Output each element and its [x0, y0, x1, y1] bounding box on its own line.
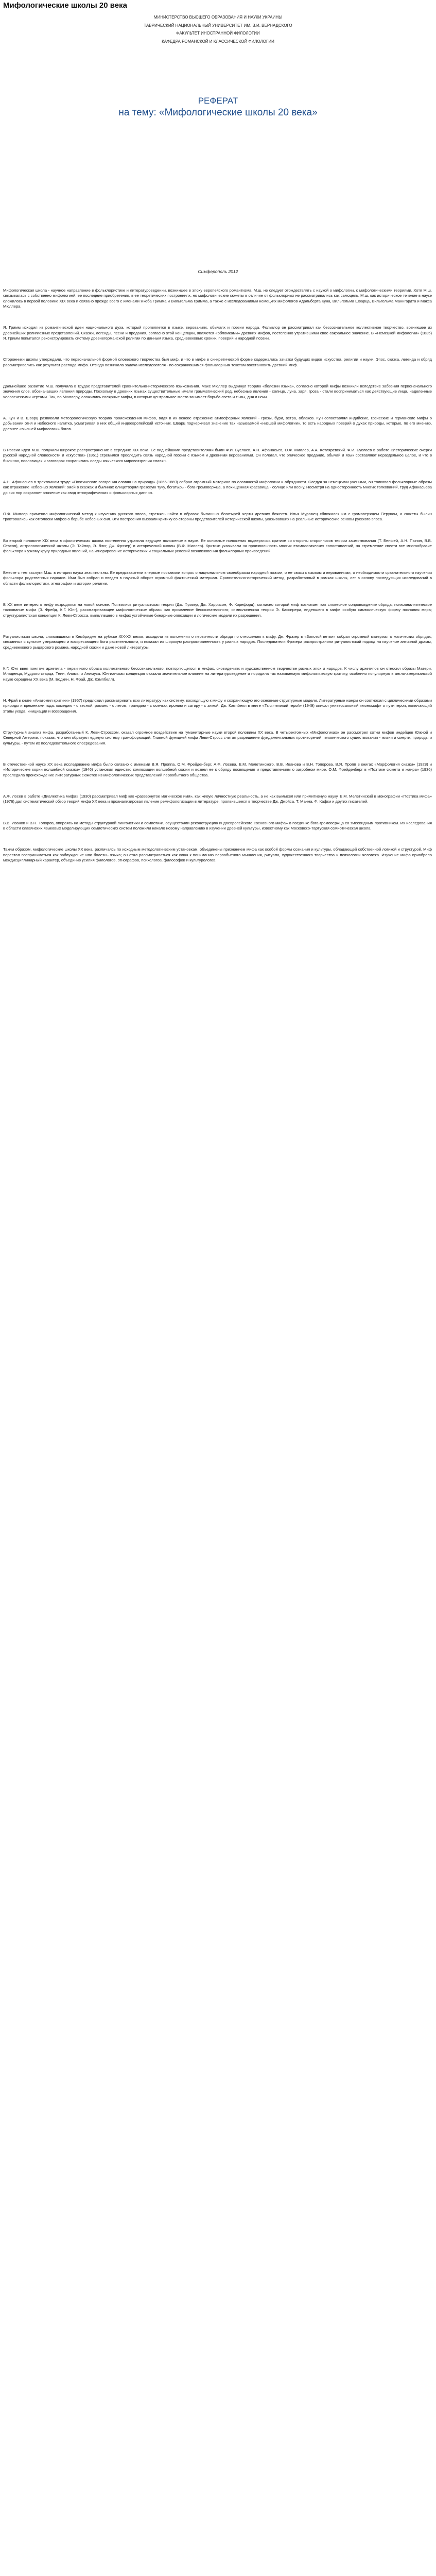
body-paragraph: Дальнейшее развитие М.ш. получила в трудах представителей сравнительно-исторического языкознания. Макс Мюллер выдвинул теорию «болезни языка», согласно которой мифы возникли вследствие забвения первоначального значения слов, обозначавших явления природы. Поскольку в древних языках существительные имели грамматический род, небесные явления - солнце, луна, заря, гроза - стали восприниматься как действующие лица, наделенные человеческими чертами. Так, по Мюллеру, сложились солярные мифы, в которых центральное место занимает борьба света и тьмы, дня и ночи.: [3, 383, 433, 399]
document-type: РЕФЕРАТ: [198, 96, 238, 106]
body-paragraph: Таким образом, мифологические школы XX века, различаясь по исходным методологическим установкам, объединены признанием мифа как особой формы сознания и культуры, обладающей собственной логикой и структурой. Миф перестал восприниматься как заблуждение или болезнь языка; он стал рассматриваться как ключ к пониманию первобытного мышления, ритуала, художественного творчества и психологии человека. Изучение мифа приобрело междисциплинарный характер, объединив усилия филологов, этнографов, психологов, философов и культурологов.: [3, 847, 433, 862]
institution-line: КАФЕДРА РОМАНСКОЙ И КЛАССИЧЕСКОЙ ФИЛОЛОГИИ: [162, 39, 274, 44]
document-title: на тему: «Мифологические школы 20 века»: [118, 107, 318, 118]
body-paragraph: Сторонники школы утверждали, что первоначальной формой словесного творчества был миф, и что в мифе в синкретической форме содержались зачатки будущих видов искусства, религии и науки. Эпос, сказка, легенда и обряд рассматривались как результат распада мифа. Отсюда возникала задача исследователя - по сохранившимся фольклорным текстам восстановить древний миф.: [3, 357, 433, 367]
body-paragraph: Ритуалистская школа, сложившаяся в Кембридже на рубеже XIX-XX веков, исходила из положения о первичности обряда по отношению к мифу. Дж. Фрэзер в «Золотой ветви» собрал огромный материал о магических обрядах, связанных с культом умирающего и воскресающего бога растительности, и показал их широкую распространенность у разных народов. Последователи Фрэзера распространили ритуалистский подход на изучение античной драмы, средневекового рыцарского романа, народной сказки и даже новой литературы.: [3, 634, 433, 650]
institution-line: ФАКУЛЬТЕТ ИНОСТРАННОЙ ФИЛОЛОГИИ: [176, 31, 260, 36]
body-paragraph: О.Ф. Миллер применил мифологический метод к изучению русского эпоса, стремясь найти в образах былинных богатырей черты древних божеств. Илья Муромец сближался им с громовержцем Перуном, а сюжеты былин трактовались как отголоски мифов о борьбе небесных сил. Эти построения вызвали критику со стороны представителей исторической школы, указывавших на реальные исторические основы русского эпоса.: [3, 512, 433, 522]
body-paragraph: Во второй половине XIX века мифологическая школа постепенно утратила ведущее положение в науке. Ее основные положения подверглись критике со стороны сторонников теории заимствования (Т. Бенфей, А.Н. Пыпин, В.В. Стасов), антропологической школы (Э. Тайлор, Э. Лэнг, Дж. Фрэзер) и исторической школы (В.Ф. Миллер). Критики указывали на произвольность многих этимологических сопоставлений, на стремление свести все многообразие фольклора к узкому кругу природных явлений, на игнорирование исторических и социальных условий возникновения фольклорных произведений.: [3, 538, 433, 554]
body-paragraph: Н. Фрай в книге «Анатомия критики» (1957) предложил рассматривать всю литературу как систему, восходящую к мифу и сохраняющую его основные структурные модели. Литературные жанры он соотносил с циклическими образами природы и временами года: комедию - с весной, романс - с летом, трагедию - с осенью, иронию и сатиру - с зимой. Дж. Кэмпбелл в книге «Тысячеликий герой» (1949) описал универсальный «мономиф» о пути героя, включающий этапы ухода, инициации и возвращения.: [3, 698, 433, 714]
institution-line: МИНИСТЕРСТВО ВЫСШЕГО ОБРАЗОВАНИЯ И НАУКИ УКРАИНЫ: [153, 15, 283, 20]
body-paragraph: Я. Гримм исходил из романтической идеи национального духа, который проявляется в языке, верованиях, обычаях и поэзии народа. Фольклор он рассматривал как бессознательное коллективное творчество, возникшее из древнейших религиозных представлений. Сказки, легенды, песни и предания, согласно этой концепции, являются «обломками» древних мифов, постепенно утратившими свое сакральное значение. В «Немецкой мифологии» (1835) Я. Гримм попытался реконструировать систему древнегерманской религии по данным языка, средневековых хроник, поверий и народной поэзии.: [3, 325, 433, 341]
body-paragraph: Мифологическая школа - научное направление в фольклористике и литературоведении, возникшее в эпоху европейского романтизма. М.ш. не следует отождествлять с наукой о мифологии, с мифологическими теориями. Хотя М.ш. связывалась с собственно мифологией, ее последние приобретения, в ее теоретических построениях, но мифологические сюжеты в отличие от фольклорных не рассматривались как самоцель. М.ш. как историческое течение в науке сложилось в первой половине XIX века и связано прежде всего с именами Якоба Гримма и Вильгельма Гримма, а также с исследованиями немецких мифологов Адальберта Куна, Вильгельма Шварца, Вильгельма Маннгардта и Макса Мюллера.: [3, 287, 433, 309]
body-paragraph: А.Н. Афанасьев в трехтомном труде «Поэтические воззрения славян на природу» (1865-1869) собрал огромный материал по славянской мифологии и обрядности. Следуя за немецкими учеными, он толковал фольклорные образы как отражение небесных явлений: змей в сказках и былинах олицетворял грозовую тучу, богатырь - бога-громовержца, а похищенная красавица - солнце или весну. Несмотря на односторонность многих толкований, труд Афанасьева до сих пор сохраняет значение как свод этнографических и фольклорных данных.: [3, 480, 433, 495]
body-paragraph: А.Ф. Лосев в работе «Диалектика мифа» (1930) рассматривал миф как «развернутое магическое имя», как живую личностную реальность, а не как вымысел или примитивную науку. Е.М. Мелетинский в монографии «Поэтика мифа» (1976) дал систематический обзор теорий мифа XX века и проанализировал явление ремифологизации в литературе, проявившееся в творчестве Дж. Джойса, Т. Манна, Ф. Кафки и других писателей.: [3, 793, 433, 804]
city-year: Симферополь 2012: [198, 269, 238, 274]
body-paragraph: В отечественной науке XX века исследование мифа было связано с именами В.Я. Проппа, О.М. Фрейденберг, А.Ф. Лосева, Е.М. Мелетинского, В.В. Иванова и В.Н. Топорова. В.Я. Пропп в книгах «Морфология сказки» (1928) и «Исторические корни волшебной сказки» (1946) установил единство композиции волшебной сказки и возвел ее к обряду посвящения и представлениям о загробном мире. О.М. Фрейденберг в «Поэтике сюжета и жанра» (1936) проследила происхождение литературных сюжетов из мифологических представлений первобытного общества.: [3, 761, 433, 777]
body-paragraph: В XX веке интерес к мифу возродился на новой основе. Появились ритуалистская теория (Дж. Фрэзер, Дж. Харрисон, Ф. Корнфорд), согласно которой миф возникает как словесное сопровождение обряда; психоаналитическое толкование мифа (З. Фрейд, К.Г. Юнг), рассматривающее мифологические образы как проявление бессознательного; символическая теория Э. Кассирера, видевшего в мифе особую символическую форму познания мира; структуралистская концепция К. Леви-Стросса, выявлявшего в мифах устойчивые бинарные оппозиции и логические модели их разрешения.: [3, 602, 433, 618]
page-title: Мифологические школы 20 века: [3, 1, 128, 10]
body-paragraph: Вместе с тем заслуги М.ш. в истории науки значительны. Ее представители впервые поставили вопрос о национальном своеобразии народной поэзии, о ее связи с языком и верованиями, о необходимости сравнительного изучения фольклора родственных народов. Ими был собран и введен в научный оборот огромный фактический материал. Сравнительно-исторический метод, разработанный в рамках школы, лег в основу последующих исследований в области фольклористики, этнографии и истории религии.: [3, 570, 433, 586]
body-paragraph: К.Г. Юнг ввел понятие архетипа - первичного образа коллективного бессознательного, повторяющегося в мифах, сновидениях и художественном творчестве разных эпох и народов. К числу архетипов он относил образы Матери, Младенца, Мудрого старца, Тени, Анимы и Анимуса. Юнгианская концепция оказала значительное влияние на литературоведение и породила так называемую мифологическую критику, особенно популярную в англо-американской науке середины XX века (М. Бодкин, Н. Фрай, Дж. Кэмпбелл).: [3, 666, 433, 682]
body-paragraph: В.В. Иванов и В.Н. Топоров, опираясь на методы структурной лингвистики и семиотики, осуществили реконструкцию индоевропейского «основного мифа» о поединке бога-громовержца со змеевидным противником. Их исследования в области славянских языковых моделирующих семиотических систем положили начало новому направлению в изучении древней культуры, известному как Московско-Тартуская семиотическая школа.: [3, 820, 433, 831]
body-paragraph: А. Кун и В. Шварц развивали метеорологическую теорию происхождения мифов, видя в их основе отражение атмосферных явлений - грозы, бури, ветра, облаков. Кун сопоставлял индийские, греческие и германские мифы о добывании огня и небесного напитка, усматривая в них общий индоевропейский источник. Шварц подчеркивал значение так называемой «низшей мифологии», то есть народных поверий о духах природы, которые, по его мнению, древнее «высшей мифологии» богов.: [3, 415, 433, 431]
institution-block: [0, 13, 436, 45]
body-paragraph: В России идеи М.ш. получили широкое распространение в середине XIX века. Ее виднейшими представителями были Ф.И. Буслаев, А.Н. Афанасьев, О.Ф. Миллер, А.А. Котляревский. Ф.И. Буслаев в работе «Исторические очерки русской народной словесности и искусства» (1861) стремился проследить связь народной поэзии с языком и древними верованиями. Он полагал, что эпическое предание, обычай и язык составляют нераздельное целое, и что в былинах, пословицах и заговорах сохранились следы языческого мировоззрения славян.: [3, 447, 433, 463]
institution-line: ТАВРИЧЕСКИЙ НАЦИОНАЛЬНЫЙ УНИВЕРСИТЕТ ИМ. В.И. ВЕРНАДСКОГО: [144, 23, 292, 28]
body-paragraph: Структурный анализ мифа, разработанный К. Леви-Строссом, оказал огромное воздействие на гуманитарные науки второй половины XX века. В четырехтомных «Мифологиках» он рассмотрел сотни мифов индейцев Южной и Северной Америки, показав, что они образуют единую систему трансформаций. Главной функцией мифа Леви-Стросс считал разрешение фундаментальных противоречий человеческого существования - жизни и смерти, природы и культуры, - путем их последовательного опосредования.: [3, 730, 433, 745]
body-text: [3, 277, 432, 2400]
